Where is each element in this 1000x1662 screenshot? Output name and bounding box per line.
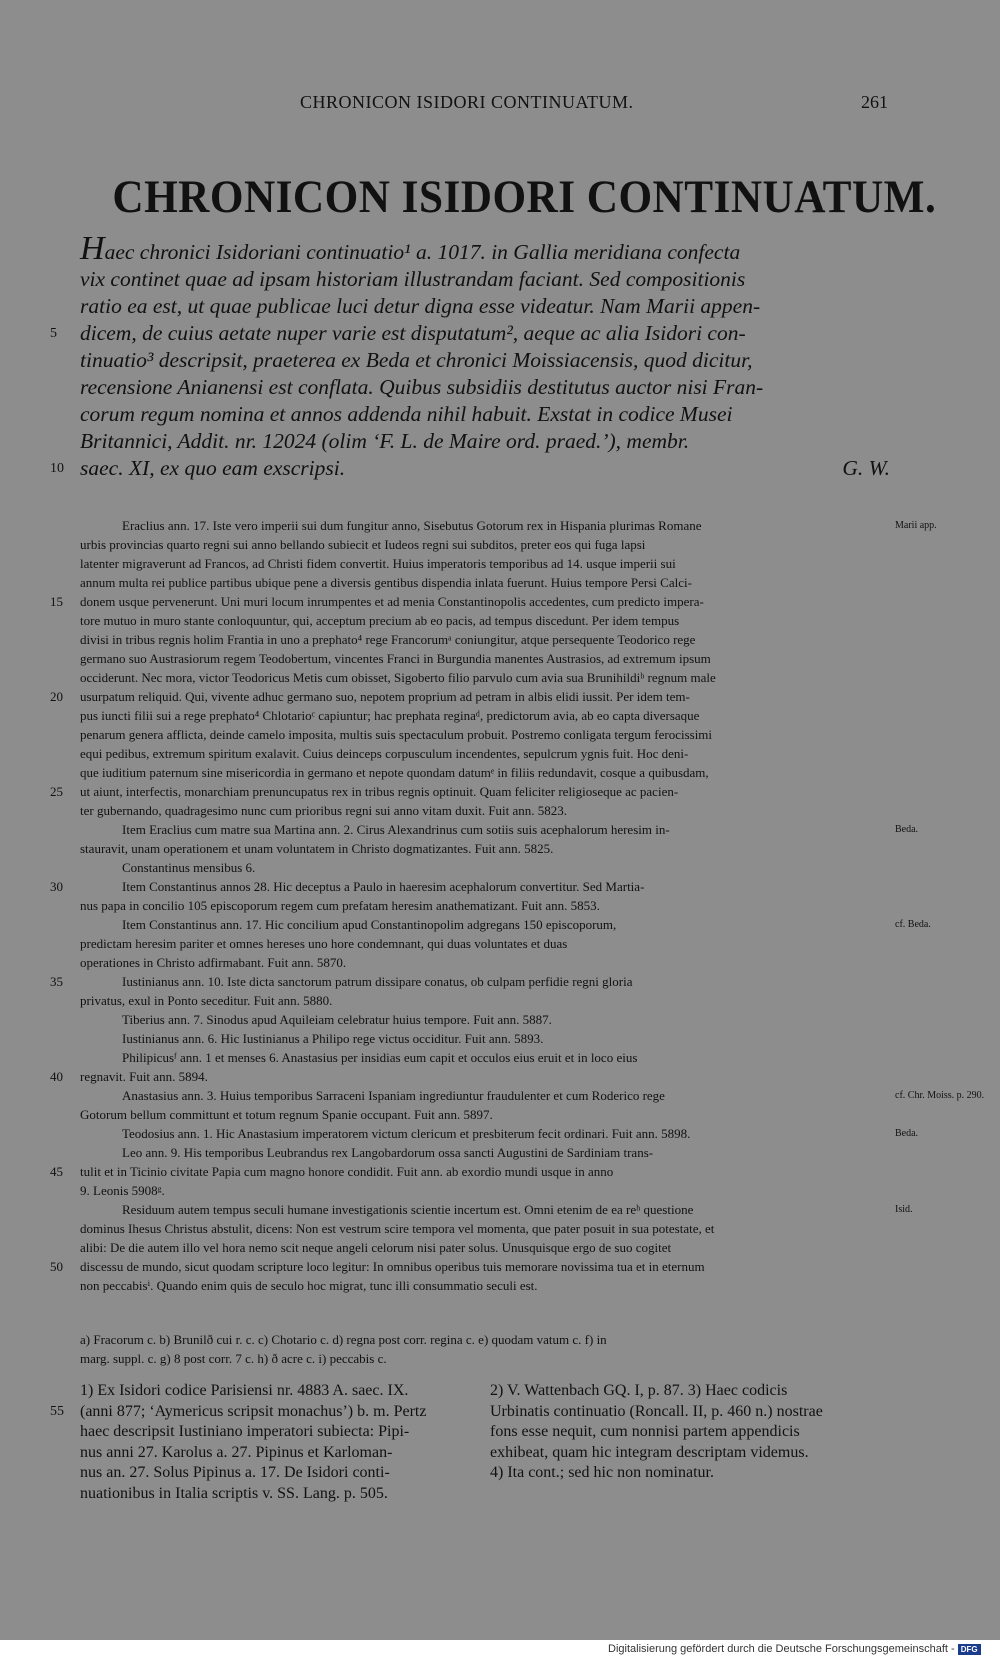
text-line: [80, 1219, 890, 1238]
text-line-content: predictam heresim pariter et omnes hereses uno hore condemnant, qui duas voluntates et duas: [80, 936, 568, 951]
footnote-text: 1) Ex Isidori codice Parisiensi nr. 4883 A. saec. IX.: [80, 1382, 409, 1399]
line-number: 55: [50, 1403, 64, 1419]
footnote-line: Urbinatis continuatio (Roncall. II, p. 460 n.) nostrae: [490, 1402, 823, 1420]
intro-line: [80, 401, 890, 428]
footnote-line: [50, 1402, 427, 1423]
text-line-content: urbis provincias quarto regni sui anno bellando subiecit et Iudeos regni sui subditos, preter eos qui fuga lapsi: [80, 537, 646, 552]
intro-line: [80, 230, 890, 267]
text-line: [80, 668, 890, 687]
dfg-logo: DFG: [958, 1644, 981, 1655]
drop-cap: H: [80, 230, 105, 267]
line-number: 25: [50, 784, 63, 799]
text-line-content: privatus, exul in Ponto seceditur. Fuit ann. 5880.: [80, 993, 333, 1008]
text-line: [80, 535, 890, 554]
text-line-content: stauravit, unam operationem et unam voluntatem in Christo dogmatizantes. Fuit ann. 5825.: [80, 841, 554, 856]
text-line: [80, 801, 890, 820]
text-line: [80, 1048, 890, 1067]
margin-source-note: Isid.: [895, 1204, 913, 1215]
text-line: [50, 592, 890, 611]
footnotes-left-column: [50, 1381, 427, 1504]
text-line-content: annum multa rei publice partibus ubique pene a diversis gentibus dispendia inlata fuerunt. Huius tempore Persi Calci-: [80, 575, 692, 590]
intro-line-text: ratio ea est, ut quae publicae luci detur digna esse videatur. Nam Marii appen-: [80, 294, 761, 318]
footnote-text: nus an. 27. Solus Pipinus a. 17. De Isidori conti-: [80, 1464, 390, 1481]
text-line: [80, 820, 919, 839]
text-line: [80, 934, 890, 953]
intro-line-text: dicem, de cuius aetate nuper varie est disputatum², aeque ac alia Isidori con-: [80, 321, 746, 345]
text-line: [80, 611, 890, 630]
text-line-content: latenter migraverunt ad Francos, ad Christi fidem convertit. Huius imperatoris temporibus ad 14. usque imperii sui: [80, 556, 676, 571]
text-line: [80, 725, 890, 744]
text-line-content: regnavit. Fuit ann. 5894.: [80, 1069, 208, 1084]
text-line-content: Teodosius ann. 1. Hic Anastasium imperatorem victum clericum et presbiterum fecit ordinari. Fuit ann. 5898.: [122, 1126, 691, 1141]
intro-line-text: tinuatio³ descripsit, praeterea ex Beda et chronici Moissiacensis, quod dicitur,: [80, 348, 753, 372]
text-line-content: pus iuncti filii sui a rege prephato⁴ Chlotarioᶜ capiuntur; hac prephata reginaᵈ, predictorum avia, ab eo capta diversaque: [80, 708, 700, 723]
footnote-text: nuationibus in Italia scriptis v. SS. Lang. p. 505.: [80, 1484, 388, 1502]
text-line: [80, 1105, 890, 1124]
text-line: [80, 915, 931, 934]
text-line-content: discessu de mundo, sicut quodam scripture loco legitur: In omnibus operibus tuis memorare novissima tua et in eternum: [80, 1259, 705, 1274]
running-head: CHRONICON ISIDORI CONTINUATUM.: [300, 92, 634, 112]
footnote-line: 2) V. Wattenbach GQ. I, p. 87. 3) Haec codicis: [490, 1382, 788, 1399]
footnote-text: (anni 877; ‘Aymericus scripsit monachus’) b. m. Pertz: [80, 1402, 427, 1420]
intro-line: [50, 320, 890, 347]
footnote-line: fons esse nequit, cum nonnisi partem appendicis: [490, 1423, 800, 1440]
text-line: [80, 744, 890, 763]
margin-source-note: cf. Chr. Moiss. p. 290.: [895, 1090, 985, 1101]
text-line-content: Tiberius ann. 7. Sinodus apud Aquileiam celebratur huius tempore. Fuit ann. 5887.: [122, 1012, 552, 1027]
footnote-line: exhibeat, quam hic integram descriptam videmus.: [490, 1443, 809, 1461]
text-line: [80, 858, 890, 877]
text-line-content: occiderunt. Nec mora, victor Teodoricus Metis cum obisset, Sigoberto filio parvulo cum avia sua Brunihildiᵇ regnum male: [80, 670, 716, 685]
text-line-content: operationes in Christo adfirmabant. Fuit ann. 5870.: [80, 955, 347, 970]
text-line-content: germano suo Austrasiorum regem Teodobertum, vincentes Franci in Burgundia manentes Austrasios, ad extremum ipsum: [80, 651, 711, 666]
text-line: [80, 991, 890, 1010]
text-line: [50, 972, 890, 991]
text-line: [80, 630, 890, 649]
intro-paragraph: [50, 230, 890, 482]
text-line-content: alibi: De die autem illo vel hora nemo scit neque angeli celorum nisi pater solus. Unusquisque ergo de suo cogitet: [80, 1240, 672, 1255]
text-line: [80, 1181, 890, 1200]
apparatus-line: marg. suppl. c. g) 8 post corr. 7 c. h) ð acre c. i) peccabis c.: [80, 1351, 387, 1366]
text-line: [50, 1257, 890, 1276]
text-line-content: Item Constantinus annos 28. Hic deceptus a Paulo in haeresim acephalorum convertitur. Sed Martia-: [122, 879, 645, 894]
footer-credit: [608, 1643, 981, 1655]
line-number: 45: [50, 1164, 63, 1179]
footnote-line: [80, 1443, 426, 1464]
page-title: CHRONICON ISIDORI CONTINUATUM.: [112, 171, 937, 223]
intro-line-text: Britannici, Addit. nr. 12024 (olim ‘F. L. de Maire ord. praed.’), membr.: [80, 429, 690, 453]
text-line: [80, 1276, 890, 1295]
text-line-content: Iustinianus ann. 6. Hic Iustinianus a Philipo rege victus occiditur. Fuit ann. 5893.: [122, 1031, 544, 1046]
text-line-content: Residuum autem tempus seculi humane investigationis scientie incertum est. Omni etenim de ea reʰ questione: [122, 1202, 694, 1217]
text-line-content: tore mutuo in muro stante conloquuntur, qui, acceptum precium ab eo pacis, ad tempus discedunt. Per idem tempus: [80, 613, 680, 628]
text-line: [80, 1200, 913, 1219]
margin-source-note: Marii app.: [895, 520, 937, 531]
footnotes-right-column: [490, 1381, 823, 1484]
footnote-line: [80, 1484, 426, 1505]
intro-line-text: saec. XI, ex quo eam exscripsi.: [80, 456, 346, 480]
text-line: [80, 1238, 890, 1257]
text-line-content: tulit et in Ticinio civitate Papia cum magno honore condidit. Fuit ann. ab exordio mundi usque in anno: [80, 1164, 614, 1179]
intro-line-text: corum regum nomina et annos addenda nihil habuit. Exstat in codice Musei: [80, 402, 733, 426]
text-line: [80, 1010, 890, 1029]
margin-source-note: Beda.: [895, 824, 919, 835]
footnote-text: nus anni 27. Karolus a. 27. Pipinus et Karloman-: [80, 1443, 393, 1461]
text-line-content: Item Eraclius cum matre sua Martina ann. 2. Cirus Alexandrinus cum sotiis suis acephalorum heresim in-: [122, 822, 670, 837]
intro-line: [50, 455, 890, 482]
text-line-content: Constantinus mensibus 6.: [122, 860, 256, 875]
intro-line-text: recensione Anianensi est conflata. Quibus subsidiis destitutus auctor nisi Fran-: [80, 375, 764, 399]
chronicle-text: [50, 516, 985, 1295]
text-line-content: que iuditium paternum sine misericordia in germano et nepote quondam datumᵉ in filiis redundavit, cosque a quibusdam,: [80, 765, 709, 780]
line-number: 50: [50, 1259, 63, 1274]
footnote-line: [80, 1422, 426, 1443]
text-line-content: dominus Ihesus Christus abstulit, dicens: Non est vestrum scire tempora vel momenta, que pater posuit in sua potestate, et: [80, 1221, 715, 1236]
text-line-content: Philipicusᶠ ann. 1 et menses 6. Anastasius per insidias eum capit et occulos eius eruit et in loco eius: [122, 1050, 638, 1065]
intro-line: [80, 266, 890, 293]
text-line-content: nus papa in concilio 105 episcoporum regem cum prefatam heresim anathematizant. Fuit ann. 5853.: [80, 898, 600, 913]
editor-signature: G. W.: [842, 456, 890, 480]
text-line: [80, 1029, 890, 1048]
text-line-content: divisi in tribus regnis holim Frantia in uno a prephato⁴ rege Francorumᵃ coniungitur, atque persequente Teodorico rege: [80, 632, 696, 647]
intro-line: [80, 293, 890, 320]
text-line: [50, 877, 890, 896]
footnote-text: haec descripsit Iustiniano imperatori subiecta: Pipi-: [80, 1423, 410, 1440]
footnote-line: 4) Ita cont.; sed hic non nominatur.: [490, 1464, 714, 1481]
text-line: [80, 896, 890, 915]
text-line-content: ter gubernando, quadragesimo nunc cum prioribus regni sui anno vitam duxit. Fuit ann. 5823.: [80, 803, 568, 818]
text-line: [50, 687, 890, 706]
footnote-line: [80, 1381, 426, 1402]
text-line: [80, 763, 890, 782]
text-line-content: Eraclius ann. 17. Iste vero imperii sui dum fungitur anno, Sisebutus Gotorum rex in Hispania plurimas Romane: [122, 518, 702, 533]
text-line-content: equi pedibus, extremum spiritum exalavit. Cuius deinceps corpusculum incendentes, sepulcrum ygnis fuit. Hoc deni-: [80, 746, 689, 761]
text-line: [80, 649, 890, 668]
page-number: 261: [861, 92, 888, 112]
footnote-line: [80, 1463, 426, 1484]
text-line-content: Gotorum bellum committunt et totum regnum Spanie occupant. Fuit ann. 5897.: [80, 1107, 493, 1122]
footer-text: Digitalisierung gefördert durch die Deutsche Forschungsgemeinschaft -: [608, 1643, 955, 1655]
text-line-content: penarum genera afflicta, deinde camelo imposita, multis suis spectaculum probuit. Postremo conligata tergum ferocissimi: [80, 727, 713, 742]
text-line: [50, 1067, 890, 1086]
text-line: [80, 953, 890, 972]
text-line-content: 9. Leonis 5908ᵍ.: [80, 1183, 165, 1198]
text-line-content: Item Constantinus ann. 17. Hic concilium apud Constantinopolim adgregans 150 episcoporum,: [122, 917, 617, 932]
text-line-content: Leo ann. 9. His temporibus Leubrandus rex Langobardorum ossa sancti Augustini de Sardiniam trans-: [122, 1145, 654, 1160]
intro-line: [80, 347, 890, 374]
line-number: 15: [50, 594, 63, 609]
text-line: [80, 839, 890, 858]
line-number: 20: [50, 689, 63, 704]
margin-source-note: Beda.: [895, 1128, 919, 1139]
text-line-content: Anastasius ann. 3. Huius temporibus Sarraceni Ispaniam ingrediuntur fraudulenter et cum Roderico rege: [122, 1088, 665, 1103]
text-line-content: donem usque pervenerunt. Uni muri locum inrumpentes et ad menia Constantinopolis accedentes, cum predicto impera-: [80, 594, 704, 609]
text-line: [50, 1162, 890, 1181]
text-line: [80, 554, 890, 573]
text-line-content: ut aiunt, interfectis, monarchiam prenuncupatus rex in tribus regnis optinuit. Quam feliciter religioseque ac pacien-: [80, 784, 679, 799]
intro-line: [80, 374, 890, 401]
margin-source-note: cf. Beda.: [895, 919, 931, 930]
line-number: 10: [50, 461, 64, 476]
text-line: [80, 706, 890, 725]
line-number: 40: [50, 1069, 63, 1084]
line-number: 35: [50, 974, 63, 989]
text-line: [80, 1086, 985, 1105]
text-line-content: non peccabisⁱ. Quando enim quis de seculo hoc migrat, tunc illi consummatio seculi est.: [80, 1278, 538, 1293]
text-line-content: usurpatum reliquid. Qui, vivente adhuc germano suo, nepotem proprium ad petram in albis elidi iussit. Per idem tem-: [80, 689, 690, 704]
intro-line-text: vix continet quae ad ipsam historiam illustrandam faciant. Sed compositionis: [80, 267, 746, 291]
line-number: 5: [50, 326, 57, 341]
text-line: [80, 573, 890, 592]
intro-line-text: aec chronici Isidoriani continuatio¹ a. 1017. in Gallia meridiana confecta: [104, 240, 741, 264]
text-line: [80, 1143, 890, 1162]
text-line-content: Iustinianus ann. 10. Iste dicta sanctorum patrum dissipare conatus, ob culpam perfidie regni gloria: [122, 974, 633, 989]
text-line: [80, 1124, 919, 1143]
apparatus-line: a) Fracorum c. b) Brunilð cui r. c. c) Chotario c. d) regna post corr. regina c. e) quodam vatum c. f) in: [80, 1332, 607, 1347]
text-line: [80, 516, 937, 535]
intro-line: [80, 428, 890, 455]
critical-apparatus: [80, 1330, 890, 1368]
line-number: 30: [50, 879, 63, 894]
text-line: [50, 782, 890, 801]
